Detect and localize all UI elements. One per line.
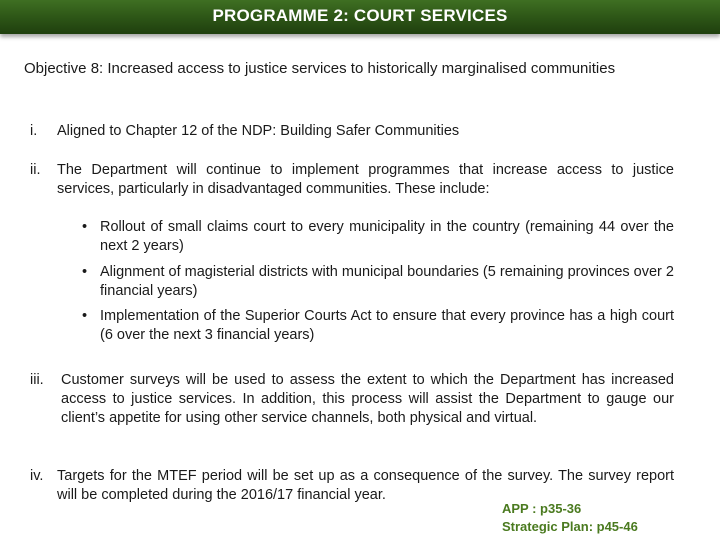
item-text: The Department will continue to implement programmes that increase access to justice services, particularly in disadvantaged communities. These include:	[57, 162, 674, 197]
bullet-item	[82, 307, 674, 347]
bullet-text: Rollout of small claims court to every municipality in the country (remaining 44 over the next 2 years)	[100, 219, 674, 254]
item-text: Targets for the MTEF period will be set up as a consequence of the survey. The survey report will be completed during the 2016/17 financial year.	[57, 468, 674, 503]
title-bar	[0, 0, 720, 34]
bullet-text: Implementation of the Superior Courts Act to ensure that every province has a high court (6 over the next 3 financial years)	[100, 308, 674, 343]
item-number: iii.	[30, 372, 44, 388]
bullet-item	[82, 263, 674, 303]
list-item	[30, 161, 675, 201]
objective-heading: Objective 8: Increased access to justice services to historically marginalised communities	[24, 60, 616, 77]
bullet-marker: •	[82, 264, 88, 280]
bullet-item	[82, 218, 674, 258]
bullet-marker: •	[82, 308, 88, 324]
bullet-marker: •	[82, 219, 88, 235]
page-title: PROGRAMME 2: COURT SERVICES	[212, 6, 508, 25]
item-number: i.	[30, 123, 38, 139]
references	[502, 500, 638, 536]
bullet-text: Alignment of magisterial districts with municipal boundaries (5 remaining provinces over 2 financial years)	[100, 264, 674, 299]
list-item	[30, 122, 680, 142]
app-reference: APP : p35-36	[502, 501, 582, 516]
item-text: Aligned to Chapter 12 of the NDP: Building Safer Communities	[57, 123, 460, 139]
list-item	[30, 371, 675, 451]
item-text: Customer surveys will be used to assess the extent to which the Department has increased access to justice services. In addition, this process will assist the Department to gauge our client’s appetite for using other service channels, both physical and virtual.	[61, 372, 674, 426]
item-number: iv.	[30, 468, 44, 484]
strategic-plan-reference: Strategic Plan: p45-46	[502, 519, 638, 534]
item-number: ii.	[30, 162, 41, 178]
